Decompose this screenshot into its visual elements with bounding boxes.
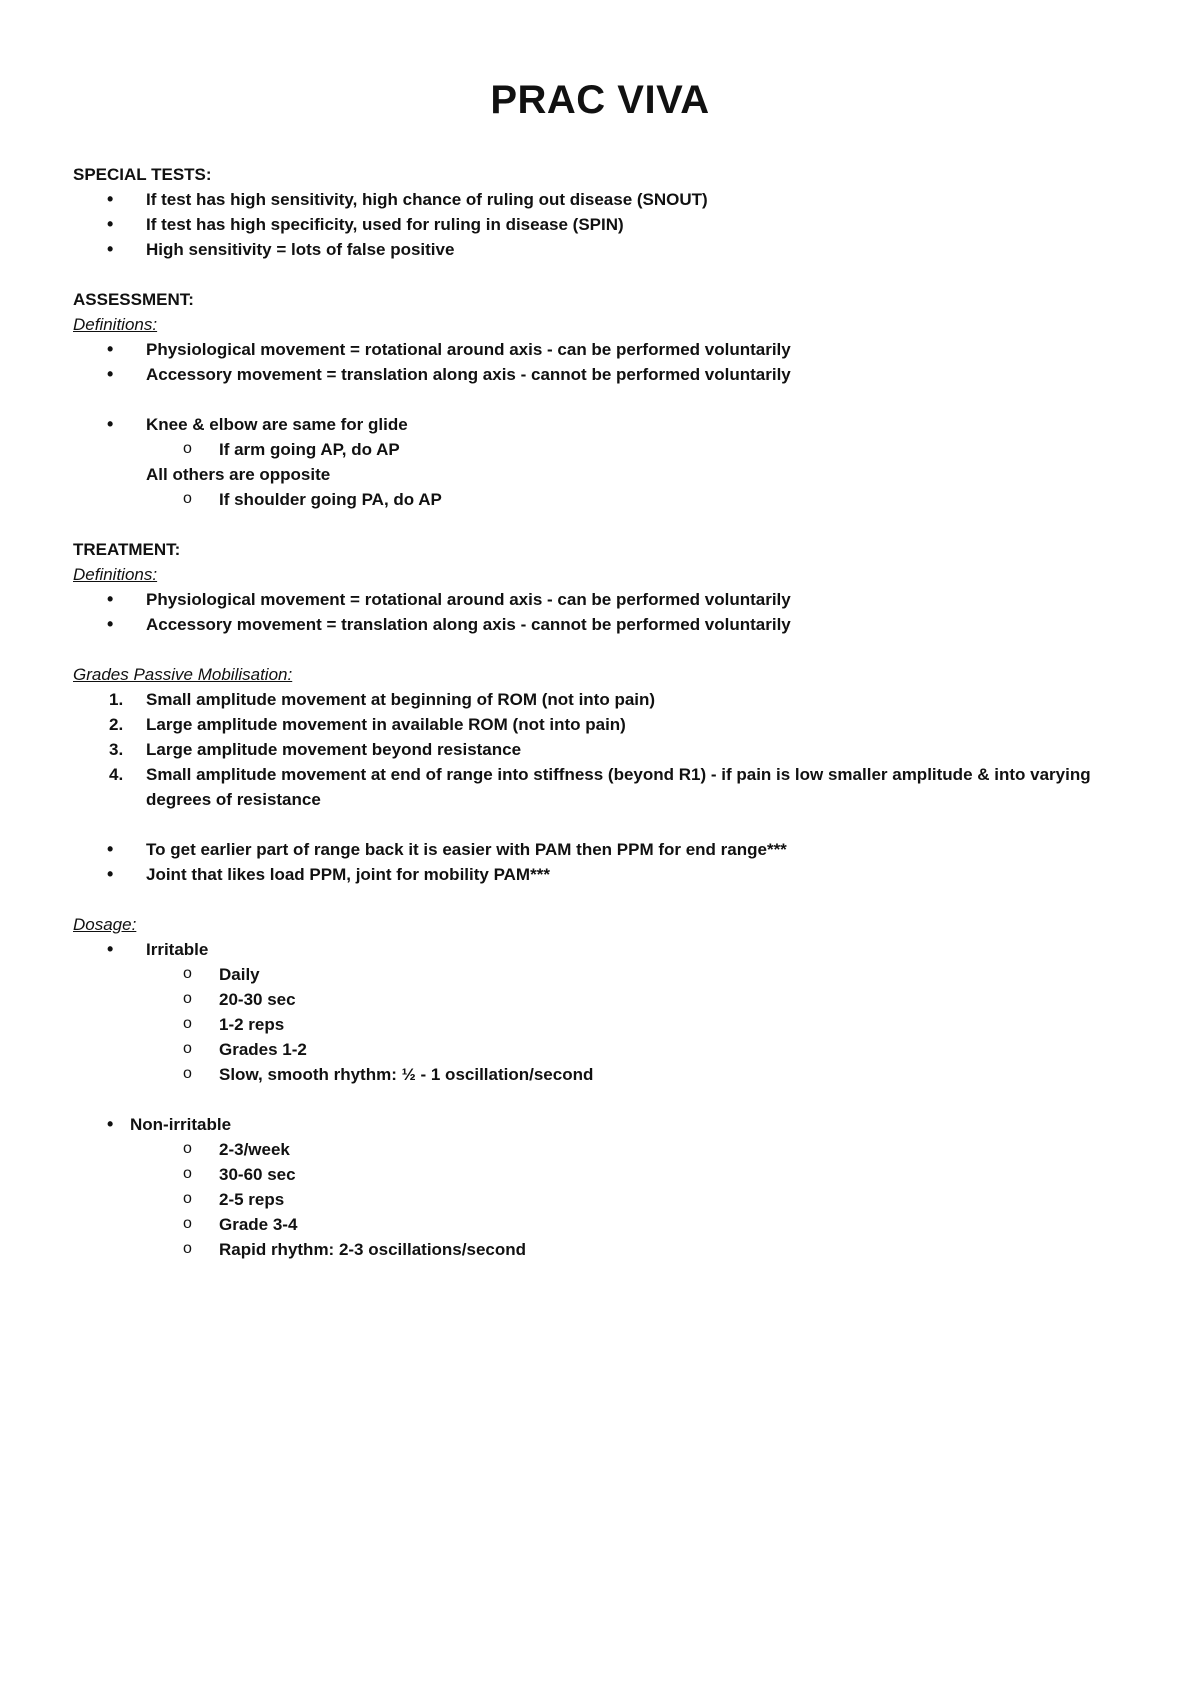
special-tests-heading: SPECIAL TESTS:: [73, 165, 212, 184]
list-item: [73, 187, 1133, 212]
list-item: [73, 937, 1133, 962]
numbered-item: [73, 712, 1133, 737]
sub-list-item: [73, 487, 1133, 512]
sub-list-item: [73, 1212, 1133, 1237]
bullet-icon: •: [107, 339, 114, 359]
list-item: [73, 337, 1133, 362]
assessment-definitions-subheading: Definitions:: [73, 315, 158, 334]
bullet-icon: •: [107, 364, 114, 384]
item-number: 1.: [109, 690, 124, 709]
sub-bullet-icon: o: [183, 1215, 192, 1232]
list-item: [73, 412, 1133, 437]
sub-bullet-icon: o: [183, 1140, 192, 1157]
list-item-text: 30-60 sec: [219, 1165, 296, 1184]
bullet-icon: •: [107, 614, 114, 634]
bullet-icon: •: [107, 239, 114, 259]
sub-list-item: [73, 1187, 1133, 1212]
list-item-text: Knee & elbow are same for glide: [146, 415, 408, 434]
sub-bullet-icon: o: [183, 440, 192, 457]
treatment-heading: TREATMENT:: [73, 540, 181, 559]
list-item: [73, 612, 1133, 637]
list-item-text: Large amplitude movement beyond resistance: [146, 740, 522, 759]
list-item-text: 2-3/week: [219, 1140, 290, 1159]
list-item: [73, 1112, 1133, 1137]
list-item-text: Irritable: [146, 940, 209, 959]
list-item: [73, 587, 1133, 612]
sub-list-item: [73, 987, 1133, 1012]
list-item-text: Rapid rhythm: 2-3 oscillations/second: [219, 1240, 527, 1259]
numbered-item-continuation: degrees of resistance: [146, 790, 321, 809]
bullet-icon: •: [107, 189, 114, 209]
list-item-text: 1-2 reps: [219, 1015, 285, 1034]
treatment-definitions-subheading: Definitions:: [73, 565, 158, 584]
sub-list-item: [73, 1012, 1133, 1037]
list-item-text: High sensitivity = lots of false positive: [146, 240, 455, 259]
list-item-text: Non-irritable: [130, 1115, 232, 1134]
list-item-text: If test has high sensitivity, high chance of ruling out disease (SNOUT): [146, 190, 708, 209]
document-body: [73, 162, 1133, 1262]
bullet-icon: •: [107, 589, 114, 609]
bullet-icon: •: [107, 939, 114, 959]
plain-line: All others are opposite: [146, 465, 331, 484]
list-item-text: 20-30 sec: [219, 990, 296, 1009]
list-item-text: Grade 3-4: [219, 1215, 298, 1234]
list-item: [73, 862, 1133, 887]
sub-bullet-icon: o: [183, 1040, 192, 1057]
bullet-icon: •: [107, 214, 114, 234]
list-item: [73, 362, 1133, 387]
list-item-text: Joint that likes load PPM, joint for mobility PAM***: [146, 865, 550, 884]
sub-bullet-icon: o: [183, 1190, 192, 1207]
list-item-text: If arm going AP, do AP: [219, 440, 400, 459]
list-item-text: Grades 1-2: [219, 1040, 307, 1059]
sub-bullet-icon: o: [183, 490, 192, 507]
list-item-text: Small amplitude movement at beginning of ROM (not into pain): [146, 690, 656, 709]
grades-subheading: Grades Passive Mobilisation:: [73, 665, 293, 684]
list-item-text: Physiological movement = rotational around axis - can be performed voluntarily: [146, 590, 791, 609]
numbered-item: [73, 762, 1133, 787]
numbered-item: [73, 737, 1133, 762]
sub-bullet-icon: o: [183, 1015, 192, 1032]
numbered-item: [73, 687, 1133, 712]
sub-list-item: [73, 1037, 1133, 1062]
assessment-heading: ASSESSMENT:: [73, 290, 194, 309]
item-number: 4.: [109, 765, 124, 784]
list-item-text: Daily: [219, 965, 260, 984]
sub-bullet-icon: o: [183, 965, 192, 982]
list-item-text: 2-5 reps: [219, 1190, 285, 1209]
sub-list-item: [73, 1137, 1133, 1162]
bullet-icon: •: [107, 414, 114, 434]
list-item-text: To get earlier part of range back it is easier with PAM then PPM for end range***: [146, 840, 787, 859]
list-item-text: Physiological movement = rotational around axis - can be performed voluntarily: [146, 340, 791, 359]
bullet-icon: •: [107, 864, 114, 884]
sub-list-item: [73, 1162, 1133, 1187]
list-item: [73, 212, 1133, 237]
list-item-text: Accessory movement = translation along axis - cannot be performed voluntarily: [146, 615, 791, 634]
list-item-text: Large amplitude movement in available ROM (not into pain): [146, 715, 626, 734]
sub-list-item: [73, 1237, 1133, 1262]
sub-list-item: [73, 1062, 1133, 1087]
sub-bullet-icon: o: [183, 1240, 192, 1257]
list-item: [73, 237, 1133, 262]
list-item-text: Slow, smooth rhythm: ½ - 1 oscillation/second: [219, 1065, 594, 1084]
bullet-icon: •: [107, 1114, 114, 1134]
list-item-text: Small amplitude movement at end of range into stiffness (beyond R1) - if pain is low smaller amplitude & into varying: [146, 765, 1091, 784]
item-number: 2.: [109, 715, 124, 734]
sub-bullet-icon: o: [183, 990, 192, 1007]
sub-bullet-icon: o: [183, 1065, 192, 1082]
sub-bullet-icon: o: [183, 1165, 192, 1182]
list-item: [73, 837, 1133, 862]
list-item-text: If test has high specificity, used for ruling in disease (SPIN): [146, 215, 624, 234]
sub-list-item: [73, 962, 1133, 987]
page-title: PRAC VIVA: [490, 78, 710, 122]
list-item-text: Accessory movement = translation along axis - cannot be performed voluntarily: [146, 365, 791, 384]
bullet-icon: •: [107, 839, 114, 859]
dosage-subheading: Dosage:: [73, 915, 137, 934]
list-item-text: If shoulder going PA, do AP: [219, 490, 442, 509]
item-number: 3.: [109, 740, 124, 759]
sub-list-item: [73, 437, 1133, 462]
